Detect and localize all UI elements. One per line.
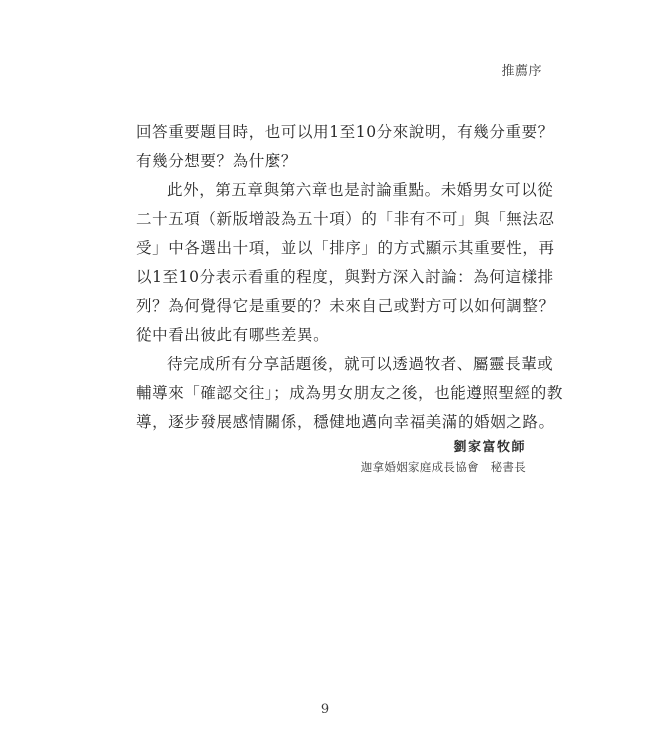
text-line: 受」中各選出十項，並以「排序」的方式顯示其重要性，再 — [136, 239, 555, 257]
text-line: 導，逐步發展感情關係，穩健地邁向幸福美滿的婚姻之路。 — [136, 413, 555, 431]
running-header: 推薦序 — [501, 64, 542, 79]
text-line: 以1至10分表示看重的程度，與對方深入討論：為何這樣排 — [136, 268, 554, 286]
paragraph-2 — [136, 176, 555, 350]
author-name: 劉家富牧師 — [453, 440, 526, 455]
paragraph-3 — [136, 350, 563, 437]
author-title: 迦拿婚姻家庭成長協會 秘書長 — [360, 460, 526, 474]
page-number: 9 — [320, 702, 330, 717]
body-text — [136, 118, 563, 437]
text-line: 回答重要題目時，也可以用1至10分來說明，有幾分重要？ — [136, 123, 554, 141]
text-line: 列？為何覺得它是重要的？未來自己或對方可以如何調整？ — [136, 297, 555, 315]
text-line: 待完成所有分享話題後，就可以透過牧者、屬靈長輩或 — [167, 355, 554, 373]
text-line: 此外，第五章與第六章也是討論重點。未婚男女可以從 — [167, 181, 554, 199]
paragraph-1 — [136, 118, 554, 176]
text-line: 二十五項（新版增設為五十項）的「非有不可」與「無法忍 — [136, 210, 555, 228]
text-line: 輔導來「確認交往」；成為男女朋友之後，也能遵照聖經的教 — [136, 384, 563, 402]
text-line: 有幾分想要？為什麼？ — [136, 152, 298, 170]
text-line: 從中看出彼此有哪些差異。 — [136, 326, 330, 344]
signature-block — [361, 438, 526, 476]
